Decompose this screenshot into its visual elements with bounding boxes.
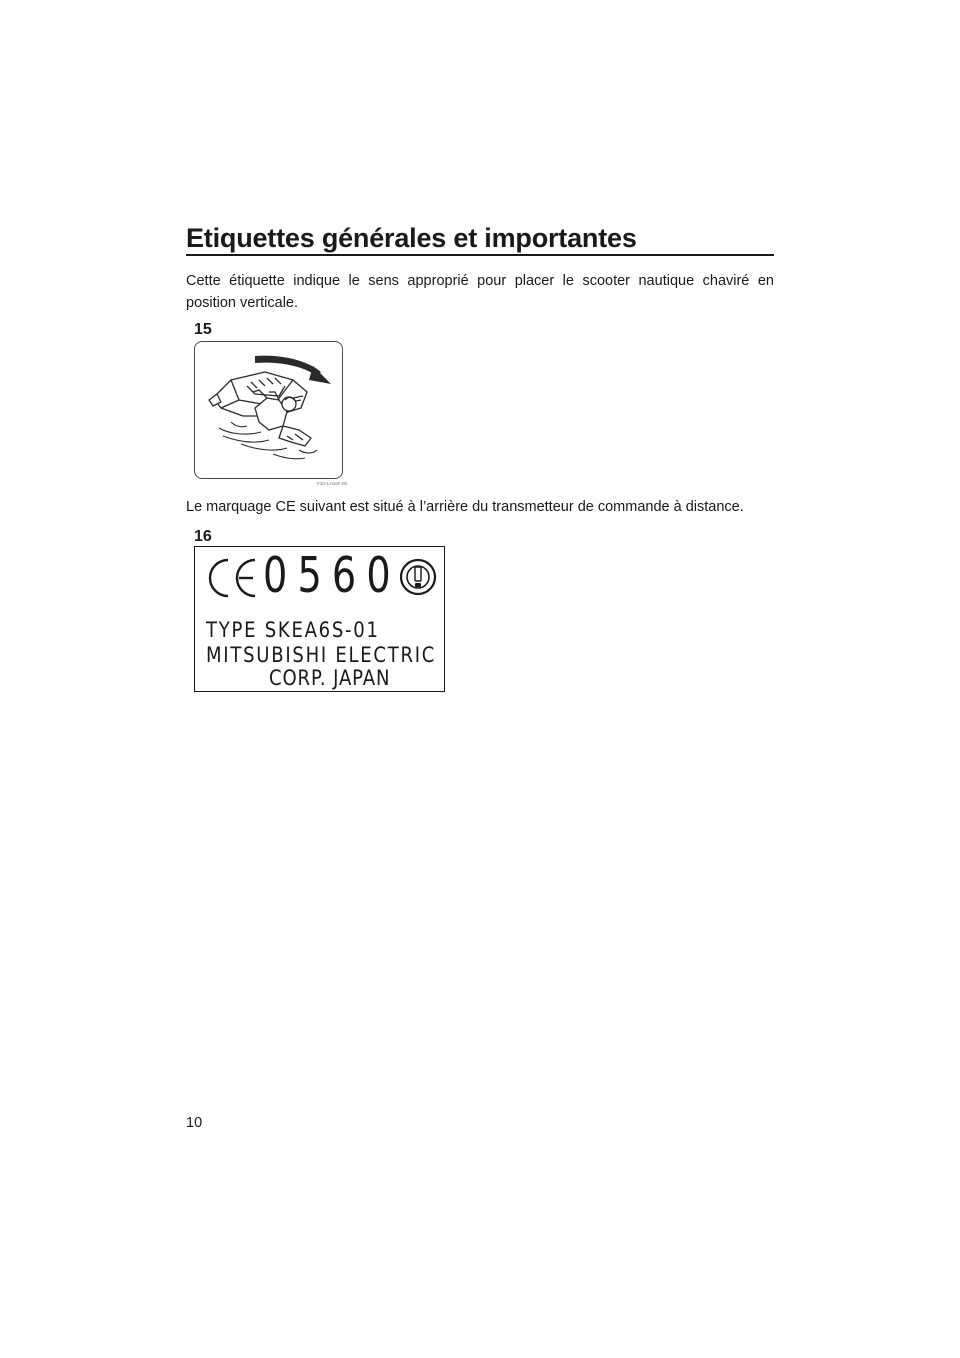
capsized-watercraft-illustration [195, 342, 344, 480]
page-number: 10 [186, 1115, 203, 1131]
page-title: Etiquettes générales et importantes [186, 223, 637, 253]
title-rule [186, 254, 774, 256]
paragraph-ce-marking: Le marquage CE suivant est situé à l’arrière du transmetteur de commande à distance. [186, 499, 744, 515]
ce-marking-label [194, 546, 445, 692]
notified-body-number: 0560 [263, 547, 401, 604]
figure-number-15: 15 [194, 321, 212, 338]
righting-direction-label [194, 341, 343, 479]
illustration-code: F1D-LH16F-00 [317, 481, 348, 486]
ce-mark-icon [203, 554, 261, 602]
manufacturer-country: CORP. JAPAN [269, 666, 391, 690]
type-designation: TYPE SKEA6S-01 [206, 618, 380, 642]
manufacturer-name: MITSUBISHI ELECTRIC [206, 643, 437, 667]
class2-alert-icon [398, 555, 438, 599]
paragraph-righting-label: Cette étiquette indique le sens approprié pour placer le scooter nautique chaviré en position verticale. [186, 273, 774, 311]
figure-number-16: 16 [194, 528, 212, 545]
